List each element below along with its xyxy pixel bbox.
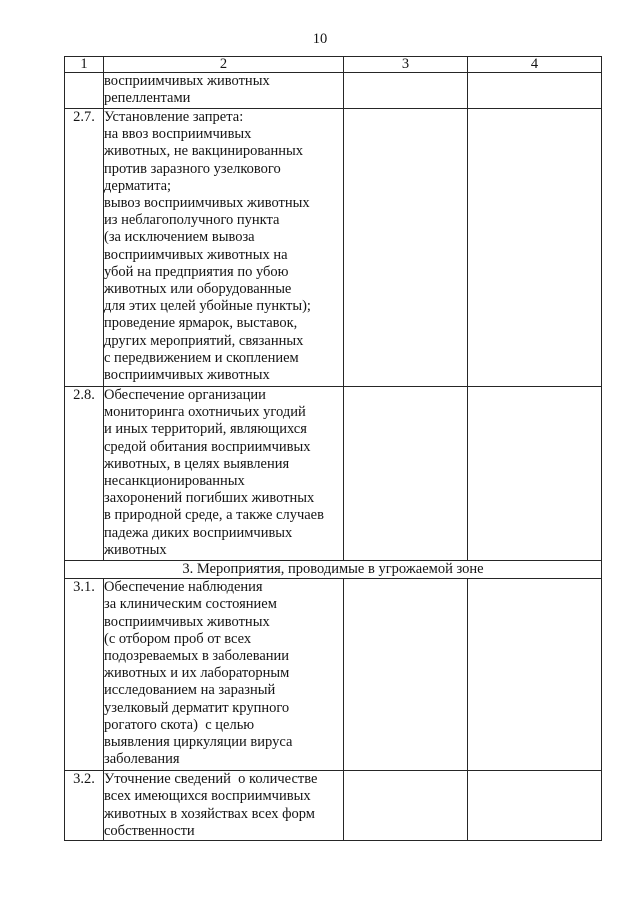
item-number: 3.2. <box>65 771 104 841</box>
column-4-cell <box>468 387 602 561</box>
text-line: рогатого скота) с целью <box>104 716 255 733</box>
column-4-cell <box>468 771 602 841</box>
text-line: заболевания <box>104 751 180 768</box>
text-line: несанкционированных <box>104 473 245 490</box>
text-line: Уточнение сведений о количестве <box>104 771 318 788</box>
measure-description <box>104 771 344 841</box>
item-number: 2.8. <box>65 387 104 561</box>
table-row <box>65 771 602 841</box>
text-line: за клиническим состоянием <box>104 596 277 613</box>
column-3-cell <box>344 771 468 841</box>
text-line: репеллентами <box>104 90 191 107</box>
column-3-cell <box>344 387 468 561</box>
text-line: исследованием на заразный <box>104 682 276 699</box>
text-line: убой на предприятия по убою <box>104 263 289 280</box>
table-row <box>65 579 602 771</box>
column-4-cell <box>468 73 602 109</box>
text-line: (с отбором проб от всех <box>104 630 252 647</box>
text-line: с передвижением и скоплением <box>104 349 299 366</box>
table-row <box>65 109 602 387</box>
measure-description <box>104 387 344 561</box>
column-3-cell <box>344 73 468 109</box>
text-line: вывоз восприимчивых животных <box>104 195 310 212</box>
text-line: из неблагополучного пункта <box>104 212 280 229</box>
text-line: и иных территорий, являющихся <box>104 421 307 438</box>
text-line: узелковый дерматит крупного <box>104 699 290 716</box>
text-line: Обеспечение организации <box>104 387 266 403</box>
column-3-cell <box>344 109 468 387</box>
text-line: в природной среде, а также случаев <box>104 507 324 524</box>
column-4-cell <box>468 109 602 387</box>
table-row <box>65 73 602 109</box>
section-row <box>65 561 602 579</box>
measure-description <box>104 73 344 109</box>
column-header-4: 4 <box>468 57 602 73</box>
table-header-row <box>65 57 602 73</box>
measure-description <box>104 579 344 771</box>
text-line: восприимчивых животных <box>104 613 270 630</box>
text-line: средой обитания восприимчивых <box>104 438 311 455</box>
text-line: животных, не вакцинированных <box>104 143 304 160</box>
text-line: захоронений погибших животных <box>104 490 315 507</box>
text-line: подозреваемых в заболевании <box>104 648 290 665</box>
text-line: восприимчивых животных на <box>104 246 288 263</box>
column-header-2: 2 <box>104 57 344 73</box>
column-header-3: 3 <box>344 57 468 73</box>
text-line: животных и их лабораторным <box>104 665 290 682</box>
item-number: 3.1. <box>65 579 104 771</box>
text-line: против заразного узелкового <box>104 160 281 177</box>
column-4-cell <box>468 579 602 771</box>
measure-description <box>104 109 344 387</box>
text-line: других мероприятий, связанных <box>104 332 304 349</box>
item-number <box>65 73 104 109</box>
measures-table <box>64 56 602 841</box>
text-line: проведение ярмарок, выставок, <box>104 315 298 332</box>
text-line: на ввоз восприимчивых <box>104 126 252 143</box>
text-line: восприимчивых животных <box>104 73 270 89</box>
section-heading: 3. Мероприятия, проводимые в угрожаемой зоне <box>65 561 602 579</box>
column-3-cell <box>344 579 468 771</box>
page-number: 10 <box>312 31 328 47</box>
text-line: животных в хозяйствах всех форм <box>104 805 315 822</box>
text-line: для этих целей убойные пункты); <box>104 298 311 315</box>
column-header-1: 1 <box>65 57 104 73</box>
text-line: животных, в целях выявления <box>104 455 290 472</box>
table-row <box>65 387 602 561</box>
text-line: всех имеющихся восприимчивых <box>104 788 311 805</box>
text-line: падежа диких восприимчивых <box>104 524 293 541</box>
text-line: мониторинга охотничьих угодий <box>104 404 306 421</box>
text-line: (за исключением вывоза <box>104 229 255 246</box>
text-line: Установление запрета: <box>104 109 244 125</box>
item-number: 2.7. <box>65 109 104 387</box>
text-line: восприимчивых животных <box>104 367 270 384</box>
text-line: Обеспечение наблюдения <box>104 579 263 596</box>
text-line: животных или оборудованные <box>104 281 292 298</box>
text-line: дерматита; <box>104 177 172 194</box>
text-line: животных <box>104 541 167 558</box>
text-line: выявления циркуляции вируса <box>104 734 293 751</box>
text-line: собственности <box>104 822 195 839</box>
